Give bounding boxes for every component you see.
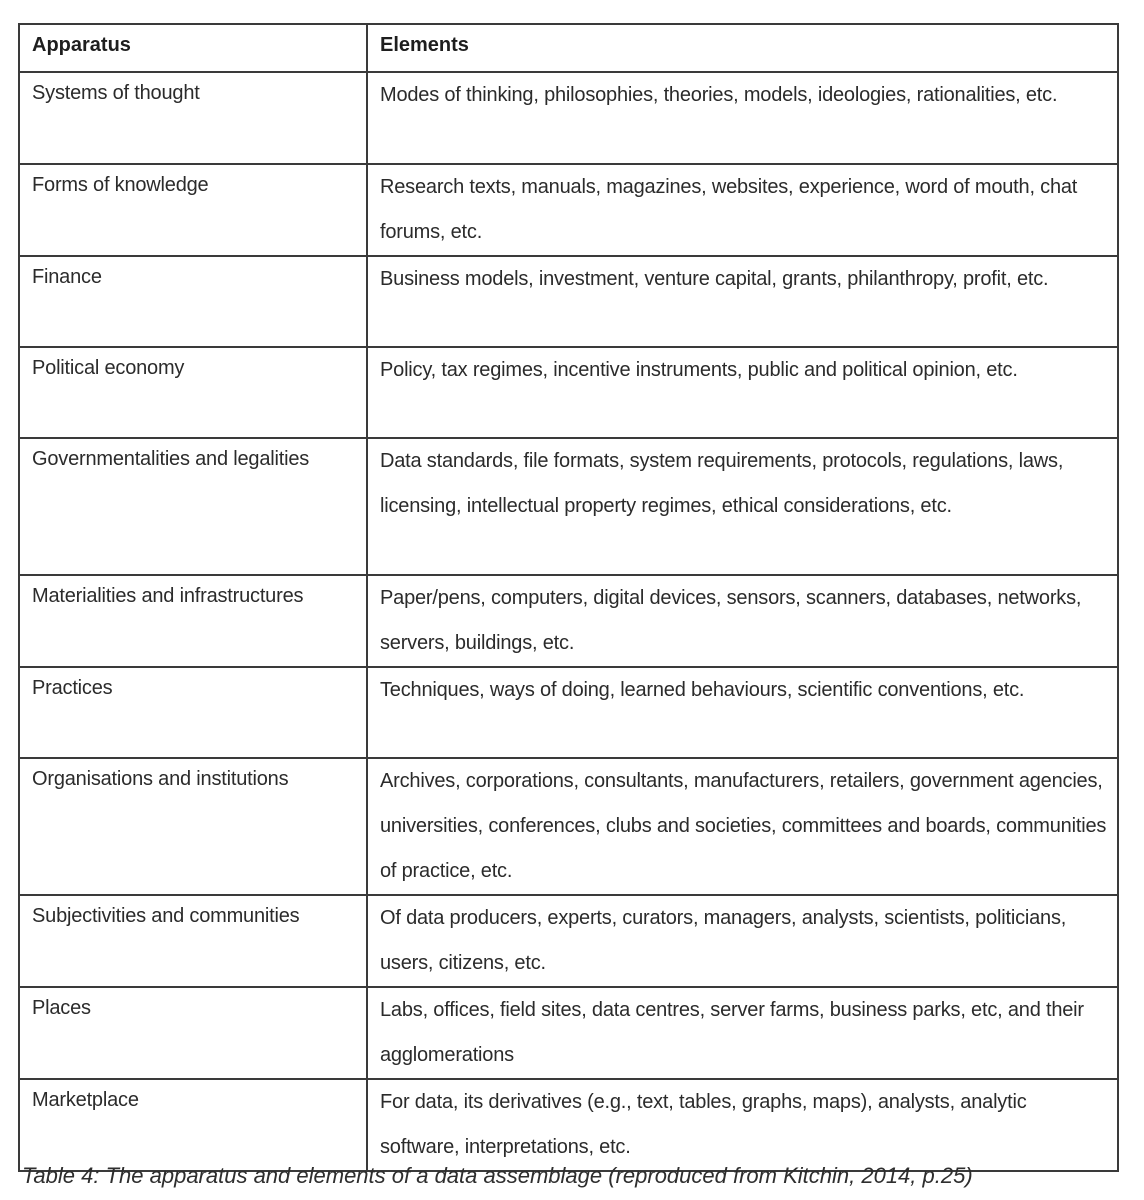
data-assemblage-table-container <box>18 23 1117 1172</box>
apparatus-cell: Political economy <box>19 347 367 438</box>
table-row <box>19 72 1118 164</box>
apparatus-cell: Marketplace <box>19 1079 367 1171</box>
elements-cell: For data, its derivatives (e.g., text, tables, graphs, maps), analysts, analytic software, interpretations, etc. <box>367 1079 1118 1171</box>
elements-cell: Archives, corporations, consultants, manufacturers, retailers, government agencies, universities, conferences, clubs and societies, committees and boards, communities of practice, etc. <box>367 758 1118 895</box>
elements-cell: Techniques, ways of doing, learned behaviours, scientific conventions, etc. <box>367 667 1118 758</box>
table-row <box>19 575 1118 667</box>
apparatus-cell: Governmentalities and legalities <box>19 438 367 575</box>
elements-cell: Policy, tax regimes, incentive instruments, public and political opinion, etc. <box>367 347 1118 438</box>
table-row <box>19 758 1118 895</box>
elements-cell: Modes of thinking, philosophies, theories, models, ideologies, rationalities, etc. <box>367 72 1118 164</box>
header-elements: Elements <box>367 24 1118 72</box>
table-row <box>19 347 1118 438</box>
table-row <box>19 667 1118 758</box>
apparatus-cell: Organisations and institutions <box>19 758 367 895</box>
table-caption: Table 4: The apparatus and elements of a data assemblage (reproduced from Kitchin, 2014, p.25) <box>22 1163 973 1188</box>
table-row <box>19 895 1118 987</box>
apparatus-cell: Finance <box>19 256 367 347</box>
elements-cell: Paper/pens, computers, digital devices, sensors, scanners, databases, networks, servers, buildings, etc. <box>367 575 1118 667</box>
elements-cell: Data standards, file formats, system requirements, protocols, regulations, laws, licensing, intellectual property regimes, ethical considerations, etc. <box>367 438 1118 575</box>
apparatus-cell: Systems of thought <box>19 72 367 164</box>
apparatus-cell: Forms of knowledge <box>19 164 367 256</box>
data-assemblage-table <box>18 23 1119 1172</box>
table-row <box>19 987 1118 1079</box>
elements-cell: Research texts, manuals, magazines, websites, experience, word of mouth, chat forums, etc. <box>367 164 1118 256</box>
elements-cell: Of data producers, experts, curators, managers, analysts, scientists, politicians, users, citizens, etc. <box>367 895 1118 987</box>
table-row <box>19 438 1118 575</box>
header-apparatus: Apparatus <box>19 24 367 72</box>
apparatus-cell: Materialities and infrastructures <box>19 575 367 667</box>
table-row <box>19 1079 1118 1171</box>
table-header-row <box>19 24 1118 72</box>
apparatus-cell: Places <box>19 987 367 1079</box>
table-row <box>19 164 1118 256</box>
table-row <box>19 256 1118 347</box>
apparatus-cell: Subjectivities and communities <box>19 895 367 987</box>
elements-cell: Labs, offices, field sites, data centres, server farms, business parks, etc, and their agglomerations <box>367 987 1118 1079</box>
apparatus-cell: Practices <box>19 667 367 758</box>
elements-cell: Business models, investment, venture capital, grants, philanthropy, profit, etc. <box>367 256 1118 347</box>
